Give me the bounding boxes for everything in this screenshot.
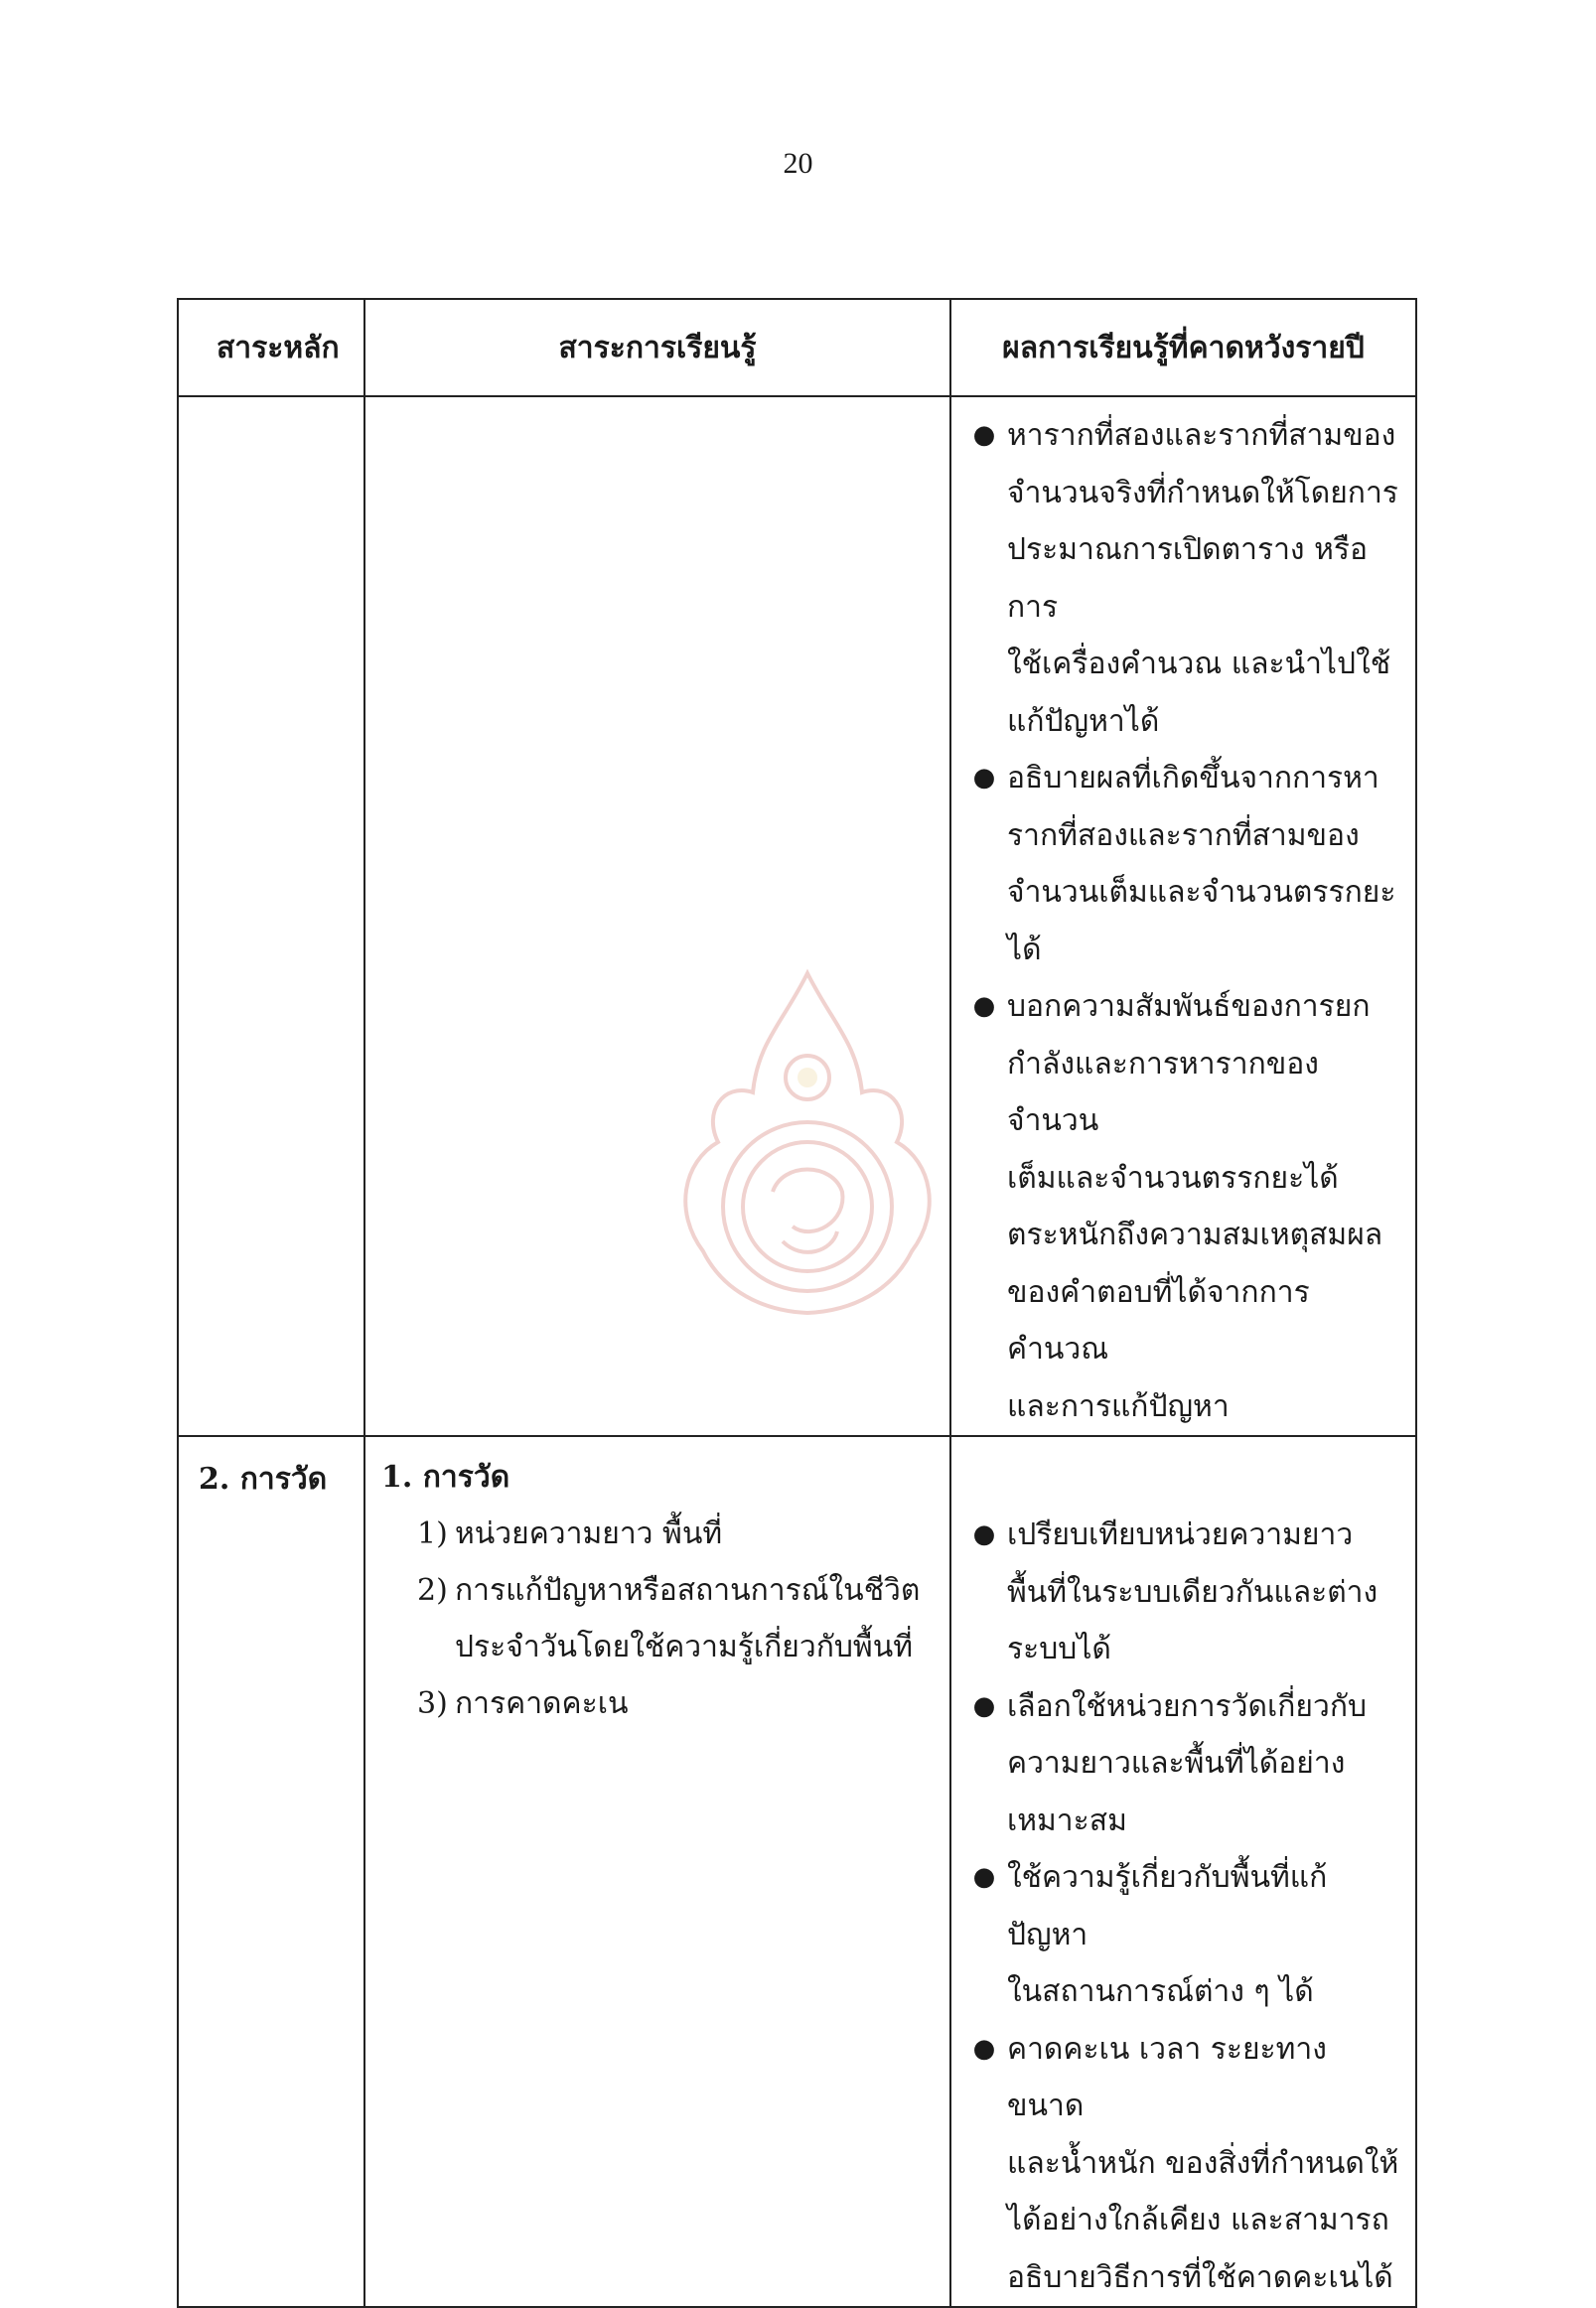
list-item — [961, 2249, 1415, 2307]
outcome-line: ใช้ความรู้เกี่ยวกับพื้นที่แก้ปัญหา — [1007, 1860, 1328, 1952]
outcome-line: ความยาวและพื้นที่ได้อย่าง — [1007, 1746, 1346, 1781]
bullet-icon: ● — [972, 1519, 996, 1549]
outcome-line: รากที่สองและรากที่สามของ — [1007, 817, 1360, 853]
header-learning-content: สาระการเรียนรู้ — [364, 299, 950, 396]
item-text: ประจำวันโดยใช้ความรู้เกี่ยวกับพื้นที่ — [455, 1630, 913, 1664]
outcome-line: เหมาะสม — [1007, 1803, 1127, 1838]
header-expected-outcomes: ผลการเรียนรู้ที่คาดหวังรายปี — [950, 299, 1416, 396]
outcome-line: ของคำตอบที่ได้จากการคำนวณ — [1007, 1274, 1310, 1367]
table-header-row — [178, 299, 1416, 396]
list-item — [961, 922, 1415, 979]
bullet-icon: ● — [972, 1690, 996, 1721]
bullet-icon: ● — [972, 420, 996, 450]
list-item — [961, 1564, 1415, 1622]
list-item — [961, 636, 1415, 693]
outcome-line: ตระหนักถึงความสมเหตุสมผล — [1007, 1218, 1383, 1252]
list-item — [961, 807, 1415, 865]
item-number: 3) — [417, 1686, 448, 1721]
outcome-line: และการแก้ปัญหา — [1007, 1388, 1230, 1424]
outcome-line: ได้ — [1007, 932, 1042, 967]
list-item — [961, 1507, 1415, 1564]
list-item — [961, 693, 1415, 751]
outcome-line: จำนวนเต็มและจำนวนตรรกยะ — [1007, 875, 1396, 910]
list-item — [961, 1207, 1415, 1264]
bullet-icon: ● — [972, 2033, 996, 2064]
row2-content-cell — [364, 1436, 950, 2307]
outcome-line: คาดคะเน เวลา ระยะทาง ขนาด — [1007, 2031, 1327, 2123]
table-row — [178, 396, 1416, 1436]
header-main-topic: สาระหลัก — [178, 299, 364, 396]
outcome-line: แก้ปัญหาได้ — [1007, 703, 1160, 739]
row1-main-cell — [178, 396, 364, 1436]
list-item — [961, 1793, 1415, 1850]
list-item — [961, 1963, 1415, 2021]
list-item — [961, 407, 1415, 465]
item-text: หน่วยความยาว พื้นที่ — [455, 1516, 723, 1551]
list-item — [961, 2192, 1415, 2249]
outcome-line: ใช้เครื่องคำนวณ และนำไปใช้ — [1007, 647, 1391, 681]
row2-main-cell — [178, 1436, 364, 2307]
list-item — [417, 1675, 949, 1732]
row2-outcome-list — [951, 1437, 1415, 2306]
list-item — [961, 1378, 1415, 1436]
list-item — [961, 1621, 1415, 1678]
list-item — [417, 1562, 949, 1619]
outcome-line: ในสถานการณ์ต่าง ๆ ได้ — [1007, 1974, 1314, 2009]
content-list — [381, 1506, 949, 1732]
row1-content-cell — [364, 396, 950, 1436]
curriculum-table — [177, 298, 1417, 2308]
outcome-line: เลือกใช้หน่วยการวัดเกี่ยวกับ — [1007, 1688, 1368, 1724]
outcome-line: พื้นที่ในระบบเดียวกันและต่าง — [1007, 1574, 1378, 1610]
outcome-line: อธิบายวิธีการที่ใช้คาดคะเนได้ — [1007, 2259, 1393, 2295]
list-item — [961, 1678, 1415, 1736]
list-item — [961, 1150, 1415, 1208]
bullet-icon: ● — [972, 763, 996, 793]
list-item — [961, 978, 1415, 1036]
outcome-line: ประมาณการเปิดตาราง หรือการ — [1007, 532, 1369, 625]
page-number: 20 — [783, 147, 813, 180]
row1-content-text — [365, 397, 949, 409]
outcome-line: จำนวนจริงที่กำหนดให้โดยการ — [1007, 475, 1398, 510]
outcome-line: ได้อย่างใกล้เคียง และสามารถ — [1007, 2203, 1389, 2237]
outcome-line: เต็มและจำนวนตรรกยะได้ — [1007, 1160, 1339, 1196]
row2-main-text: 2. การวัด — [199, 1462, 328, 1497]
list-item — [961, 2021, 1415, 2135]
list-item — [961, 465, 1415, 522]
list-item — [961, 1849, 1415, 1963]
list-item — [961, 750, 1415, 807]
row1-outcome-list — [951, 397, 1415, 1435]
outcome-line: หารากที่สองและรากที่สามของ — [1007, 418, 1396, 453]
outcome-line: บอกความสัมพันธ์ของการยก — [1007, 989, 1371, 1024]
content-title: 1. การวัด — [381, 1460, 510, 1495]
bullet-icon: ● — [972, 1862, 996, 1892]
list-item — [961, 521, 1415, 636]
outcome-line: และน้ำหนัก ของสิ่งที่กำหนดให้ — [1007, 2145, 1399, 2181]
list-item — [961, 2135, 1415, 2193]
outcome-line: ระบบได้ — [1007, 1632, 1111, 1666]
list-item — [417, 1506, 949, 1562]
item-text: การแก้ปัญหาหรือสถานการณ์ในชีวิต — [455, 1573, 921, 1608]
list-item — [961, 864, 1415, 922]
row1-main-text — [179, 397, 363, 411]
list-item — [417, 1619, 949, 1675]
list-item — [961, 1264, 1415, 1378]
outcome-line: อธิบายผลที่เกิดขึ้นจากการหา — [1007, 761, 1379, 795]
row1-outcome-cell — [950, 396, 1416, 1436]
bullet-icon: ● — [972, 991, 996, 1021]
list-item — [961, 1036, 1415, 1150]
list-item — [961, 1735, 1415, 1793]
outcome-line: เปรียบเทียบหน่วยความยาว — [1007, 1517, 1354, 1552]
outcome-line: กำลังและการหารากของจำนวน — [1007, 1046, 1319, 1138]
table-row — [178, 1436, 1416, 2307]
item-text: การคาดคะเน — [455, 1686, 629, 1721]
row2-outcome-cell — [950, 1436, 1416, 2307]
item-number: 2) — [417, 1573, 448, 1608]
item-number: 1) — [417, 1516, 448, 1551]
